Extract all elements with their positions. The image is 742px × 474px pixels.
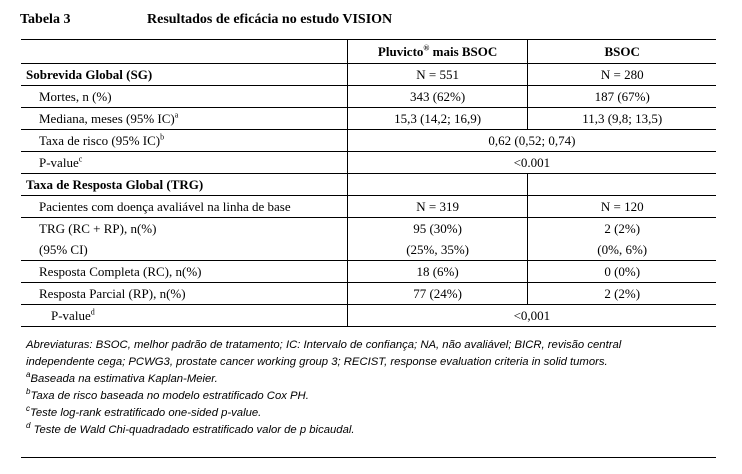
mortes-pluvicto: 343 (62%): [347, 86, 528, 108]
trg-pluvicto: 95 (30%): [347, 218, 528, 240]
mediana-footnote-mark: a: [174, 110, 179, 120]
footnote-a-mark: a: [26, 370, 31, 380]
table-row: [21, 108, 716, 130]
trg-empty-1: [347, 174, 528, 196]
rp-bsoc: 2 (2%): [528, 283, 716, 305]
sg-heading: Sobrevida Global (SG): [21, 64, 347, 86]
header-bsoc: BSOC: [528, 40, 716, 64]
mediana-label: Mediana, meses (95% IC): [39, 110, 175, 126]
table-row: [21, 86, 716, 108]
table-row: [21, 152, 716, 174]
sg-n-pluvicto: N = 551: [347, 64, 528, 86]
footnote-c: [26, 405, 716, 422]
taxa-value: 0,62 (0,52; 0,74): [347, 130, 716, 152]
table-label: Tabela 3: [20, 12, 71, 27]
pacientes-bsoc: N = 120: [528, 196, 716, 218]
footnote-b: [26, 388, 716, 405]
abbrev-line-1: Abreviaturas: BSOC, melhor padrão de tratamento; IC: Intervalo de confiança; NA, não avaliável; BICR, revisão central: [26, 339, 622, 351]
header-pluvicto: [347, 40, 528, 64]
trg-label: TRG (RC + RP), n(%): [39, 220, 157, 236]
taxa-label-cell: [21, 130, 347, 152]
table-header-row: [21, 40, 716, 64]
footnote-d: [26, 422, 716, 439]
footnote-b-text: Taxa de risco baseada no modelo estratificado Cox PH.: [30, 390, 309, 402]
pvalue2-footnote-mark: d: [90, 307, 95, 317]
ci-label: (95% CI): [21, 239, 347, 261]
table-title: Resultados de eficácia no estudo VISION: [147, 12, 393, 27]
header-pluvicto-rest: mais BSOC: [429, 43, 498, 59]
table-row: [21, 261, 716, 283]
rc-pluvicto: 18 (6%): [347, 261, 528, 283]
rc-label: Resposta Completa (RC), n(%): [21, 261, 347, 283]
mortes-label: Mortes, n (%): [21, 86, 347, 108]
pvalue1-label-cell: [21, 152, 347, 174]
footnote-a-text: Baseada na estimativa Kaplan-Meier.: [30, 373, 218, 385]
pvalue1-value: <0.001: [347, 152, 716, 174]
abbrev-line-2: independente cega; PCWG3, prostate cancer working group 3; RECIST, response evaluation criteria in solid tumors.: [26, 356, 608, 368]
footnote-d-mark: d: [26, 421, 31, 431]
pvalue1-label: P-value: [39, 154, 79, 170]
table-row: [21, 64, 716, 86]
sg-n-bsoc: N = 280: [528, 64, 716, 86]
mortes-bsoc: 187 (67%): [528, 86, 716, 108]
pacientes-pluvicto: N = 319: [347, 196, 528, 218]
pacientes-label: Pacientes com doença avaliável na linha de base: [21, 196, 347, 218]
mediana-bsoc: 11,3 (9,8; 13,5): [528, 108, 716, 130]
taxa-label: Taxa de risco (95% IC): [39, 132, 161, 148]
header-empty-cell: [21, 40, 347, 64]
efficacy-table: [21, 39, 716, 327]
table-row: [21, 239, 716, 261]
footnotes: [26, 337, 716, 439]
table-row: [21, 174, 716, 196]
table-row: [21, 196, 716, 218]
taxa-footnote-mark: b: [160, 132, 165, 142]
footnote-c-mark: c: [26, 404, 30, 414]
mediana-pluvicto: 15,3 (14,2; 16,9): [347, 108, 528, 130]
mediana-label-cell: [21, 108, 347, 130]
footnote-c-text: Teste log-rank estratificado one-sided p-value.: [30, 407, 262, 419]
table-row: [21, 305, 716, 327]
trg-empty-2: [528, 174, 716, 196]
trg-heading: Taxa de Resposta Global (TRG): [21, 174, 347, 196]
pvalue1-footnote-mark: c: [78, 154, 83, 164]
footnote-b-mark: b: [26, 387, 31, 397]
rc-bsoc: 0 (0%): [528, 261, 716, 283]
footnote-d-text: Teste de Wald Chi-quadradado estratificado valor de p bicaudal.: [30, 424, 355, 436]
rp-label: Resposta Parcial (RP), n(%): [21, 283, 347, 305]
registered-mark: ®: [423, 43, 430, 53]
table-row: [21, 218, 716, 240]
pvalue2-value: <0,001: [347, 305, 716, 327]
pvalue2-label: P-value: [51, 307, 91, 323]
table-row: [21, 130, 716, 152]
table-row: [21, 283, 716, 305]
trg-bsoc: 2 (2%): [528, 218, 716, 240]
ci-bsoc: (0%, 6%): [528, 239, 716, 261]
bottom-divider: [21, 457, 716, 458]
rp-pluvicto: 77 (24%): [347, 283, 528, 305]
footnote-a: [26, 371, 716, 388]
ci-pluvicto: (25%, 35%): [347, 239, 528, 261]
header-pluvicto-name: Pluvicto: [377, 43, 424, 59]
pvalue2-label-cell: [21, 305, 347, 327]
